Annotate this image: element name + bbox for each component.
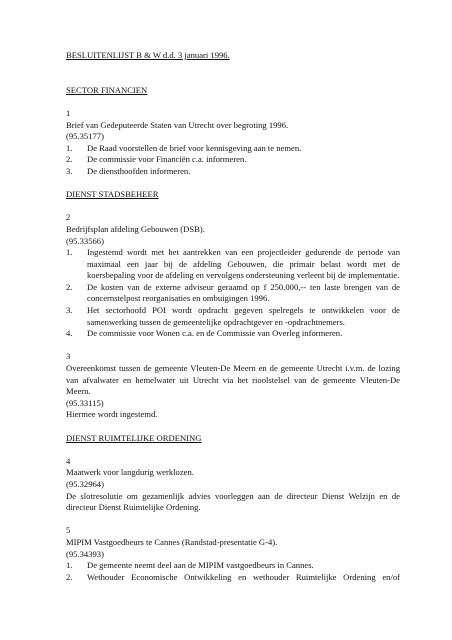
decision-item [66,247,400,282]
decision-list [66,143,400,178]
document-page [66,50,400,583]
item-number: 4 [66,455,71,466]
decision-number: 2. [66,281,73,292]
decision-number: 4. [66,328,73,339]
item-subject: Bedrijfsplan afdeling Gebouwen (DSB). [66,223,205,234]
decision-item [66,572,400,584]
item-subject: Overeenkomst tussen de gemeente Vleuten-De Meern en de gemeente Utrecht i.v.m. de lozing van afvalwater en hemelwater uit Utrecht via het rioolstelsel van de gemeente Vleuten-De Meern. [66,363,400,397]
decision-number: 1. [66,560,73,571]
decision-item [66,166,400,178]
decision-text: De diensthoofden informeren. [87,165,191,176]
decision-text: Ingestemd wordt met het aantrekken van een projectleider gedurende de periode van maximaal een jaar bij de afdeling Gebouwen, die primair belast wordt met de koersbepaling voor de afdeling en vervolgens ondersteuning verleent bij de implementatie. [87,247,400,281]
decision-item [66,143,400,155]
decision-number: 1. [66,142,73,153]
item-reference: (95.35177) [66,131,104,142]
decision-text: De kosten van de externe adviseur geraamd op f 250.000,-- ten laste brengen van de concernstelpost reorganisaties en ombuigingen 1996. [87,281,400,304]
item-number: 2 [66,212,71,223]
section-heading: DIENST RUIMTELIJKE ORDENING [66,432,202,443]
decision-list [66,560,400,583]
item-subject: Brief van Gedeputeerde Staten van Utrecht over begroting 1996. [66,119,289,130]
item-reference: (95.32964) [66,478,104,489]
decision-number: 1. [66,247,73,258]
decision-text: De Raad voorstellen de brief voor kennisgeving aan te nemen. [87,142,302,153]
decision-item [66,282,400,305]
item-conclusion: Hiermee wordt ingestemd. [66,409,158,420]
item-number: 3 [66,351,71,362]
decision-text: Het sectorhoofd POI wordt opdracht gegeven spelregels te ontwikkelen voor de samenwerking tussen de gemeentelijke opdrachtgever en -opdrachtnemers. [87,305,400,327]
section-heading: SECTOR FINANCIEN [66,84,148,95]
decision-item [66,560,400,572]
decision-item [66,305,400,328]
decision-number: 2. [66,154,73,165]
decision-item [66,328,400,340]
item-reference: (95.34393) [66,548,104,559]
decision-item [66,154,400,166]
decision-text: Wethouder Economische Ontwikkeling en wethouder Ruimtelijke Ordening en/of [87,571,400,582]
item-subject: MIPIM Vastgoedbeurs te Cannes (Randstad-presentatie G-4). [66,536,278,547]
decision-number: 2. [66,571,73,582]
item-subject: Maatwerk voor langdurig werklozen. [66,467,194,478]
decision-list [66,247,400,340]
item-number: 1 [66,107,71,118]
item-reference: (95.33115) [66,397,104,408]
document-title: BESLUITENLIJST B & W d.d. 3 januari 1996. [66,50,230,60]
decision-text: De commissie voor Financiën c.a. informeren. [87,154,247,165]
section-heading: DIENST STADSBEHEER [66,189,159,200]
item-number: 5 [66,525,71,536]
decision-number: 3. [66,305,73,316]
item-conclusion: De slotresolutie om gezamenlijk advies voorleggen aan de directeur Dienst Welzijn en de directeur Dienst Ruimtelijke Ordening. [66,490,400,513]
decision-text: De commissie voor Wonen c.a. en de Commissie van Overleg informeren. [87,328,343,339]
item-reference: (95.33566) [66,235,104,246]
decision-number: 3. [66,165,73,176]
decision-text: De gemeente neemt deel aan de MIPIM vastgoedbeurs in Cannes. [87,560,314,571]
